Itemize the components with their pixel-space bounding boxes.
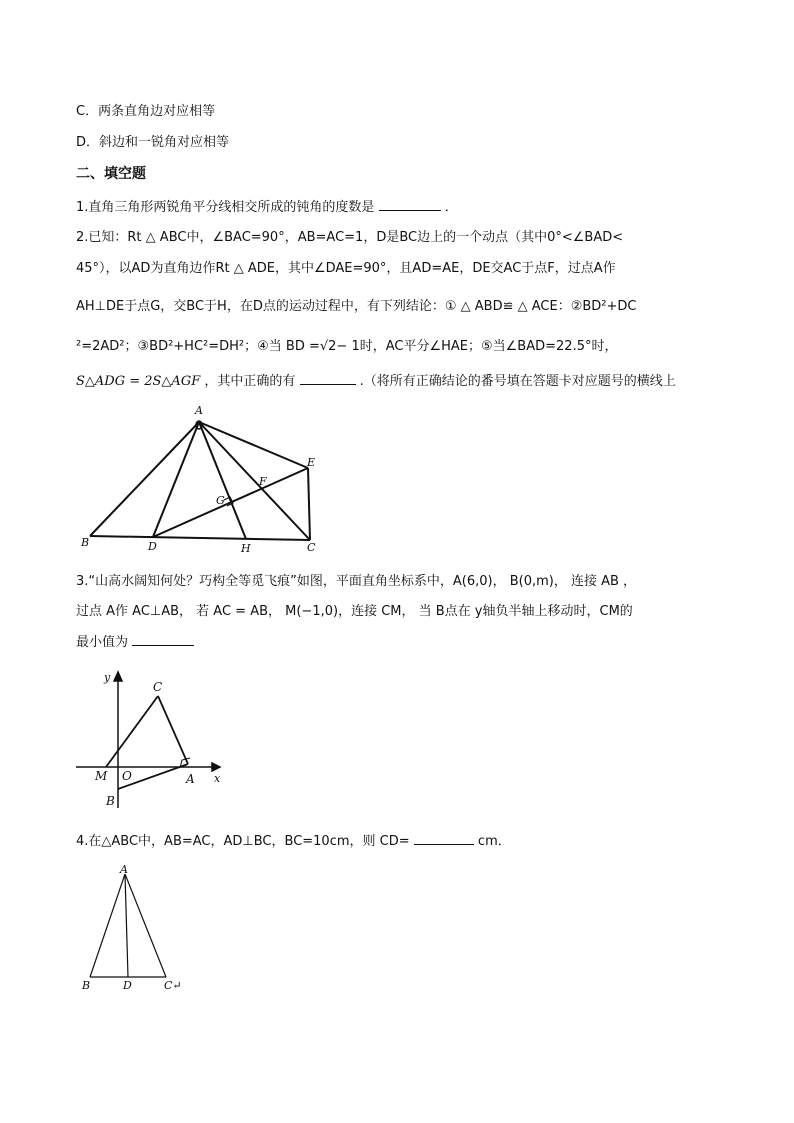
- option-d: D．斜边和一锐角对应相等: [76, 135, 230, 150]
- label-o: O: [122, 769, 132, 783]
- section-title: 二、填空题: [76, 166, 146, 182]
- label-a: A: [120, 863, 128, 876]
- label-b: B: [81, 536, 90, 549]
- segment-ca: [158, 696, 188, 764]
- y-axis-arrow: [114, 672, 122, 681]
- x-axis-arrow: [212, 763, 220, 771]
- label-y: y: [104, 671, 111, 684]
- question-3-line-2: 过点 A作 AC⊥AB， 若 AC = AB， M(−1,0)，连接 CM， 当 B点在 y轴负半轴上移动时，CM的: [76, 604, 633, 619]
- question-2-line-3: AH⊥DE于点G，交BC于H，在D点的运动过程中，有下列结论：① △ ABD≌ △ ACE：②BD²+DC: [76, 299, 637, 314]
- question-1-end: ．: [444, 200, 458, 215]
- question-1: [76, 198, 458, 217]
- label-e: E: [307, 456, 316, 469]
- figure-question-3: [76, 668, 236, 818]
- question-2-line-5-text: ，其中正确的有: [204, 374, 296, 389]
- label-g: G: [216, 494, 225, 507]
- segment-bc: [90, 536, 310, 540]
- question-2-line-4: ²=2AD²；③BD²+HC²=DH²；④当 BD =√2− 1时，AC平分∠HAE；⑤当∠BAD=22.5°时，: [76, 339, 618, 354]
- segment-ac: [125, 874, 166, 977]
- answer-blank-2[interactable]: [300, 372, 356, 385]
- segment-cm: [106, 696, 158, 767]
- label-c: C↵: [164, 979, 182, 992]
- label-c: C: [153, 680, 163, 694]
- answer-blank-1[interactable]: [379, 198, 441, 211]
- question-3-line-3: [76, 633, 194, 652]
- question-3-line-3-text: 最小值为: [76, 635, 129, 650]
- question-4-unit: cm．: [477, 834, 511, 849]
- question-2-line-1: 2.已知：Rt △ ABC中，∠BAC=90°，AB=AC=1，D是BC边上的一个动点（其中0°<∠BAD<: [76, 230, 624, 245]
- label-h: H: [241, 542, 251, 555]
- question-2-line-5-tail: .（将所有正确结论的番号填在答题卡对应题号的横线上: [359, 374, 676, 389]
- segment-ab: [90, 874, 125, 977]
- label-b: B: [82, 979, 91, 992]
- question-4-text: 4.在△ABC中，AB=AC，AD⊥BC，BC=10cm，则 CD=: [76, 834, 410, 849]
- label-m: M: [95, 769, 108, 783]
- question-4: [76, 832, 511, 851]
- option-c: C．两条直角边对应相等: [76, 104, 216, 119]
- figure-question-2: [78, 404, 328, 558]
- label-c: C: [307, 541, 316, 554]
- label-x: x: [214, 772, 221, 785]
- question-3-line-1: 3.“山高水阔知何处？巧构全等觅飞痕”如图，平面直角坐标系中，A(6,0)， B(0,m)， 连接 AB ，: [76, 574, 637, 589]
- segment-ec: [308, 468, 310, 540]
- answer-blank-4[interactable]: [414, 832, 474, 845]
- question-1-text: 1.直角三角形两锐角平分线相交所成的钝角的度数是: [76, 200, 375, 215]
- label-b: B: [106, 794, 115, 808]
- figure-question-4: [78, 858, 198, 998]
- segment-ac: [199, 422, 310, 540]
- label-d: D: [123, 979, 132, 992]
- segment-ab: [90, 422, 199, 536]
- label-f: F: [259, 475, 267, 488]
- label-a: A: [186, 772, 195, 786]
- question-2-line-2: 45°），以AD为直角边作Rt △ ADE，其中∠DAE=90°，且AD=AE，DE交AC于点F，过点A作: [76, 261, 616, 276]
- answer-blank-3[interactable]: [132, 633, 194, 646]
- question-2-line-5: [76, 372, 676, 391]
- label-a: A: [195, 404, 203, 417]
- area-equation: S△ADG = 2S△AGF: [76, 374, 201, 389]
- segment-ad: [125, 874, 128, 977]
- label-d: D: [148, 540, 157, 553]
